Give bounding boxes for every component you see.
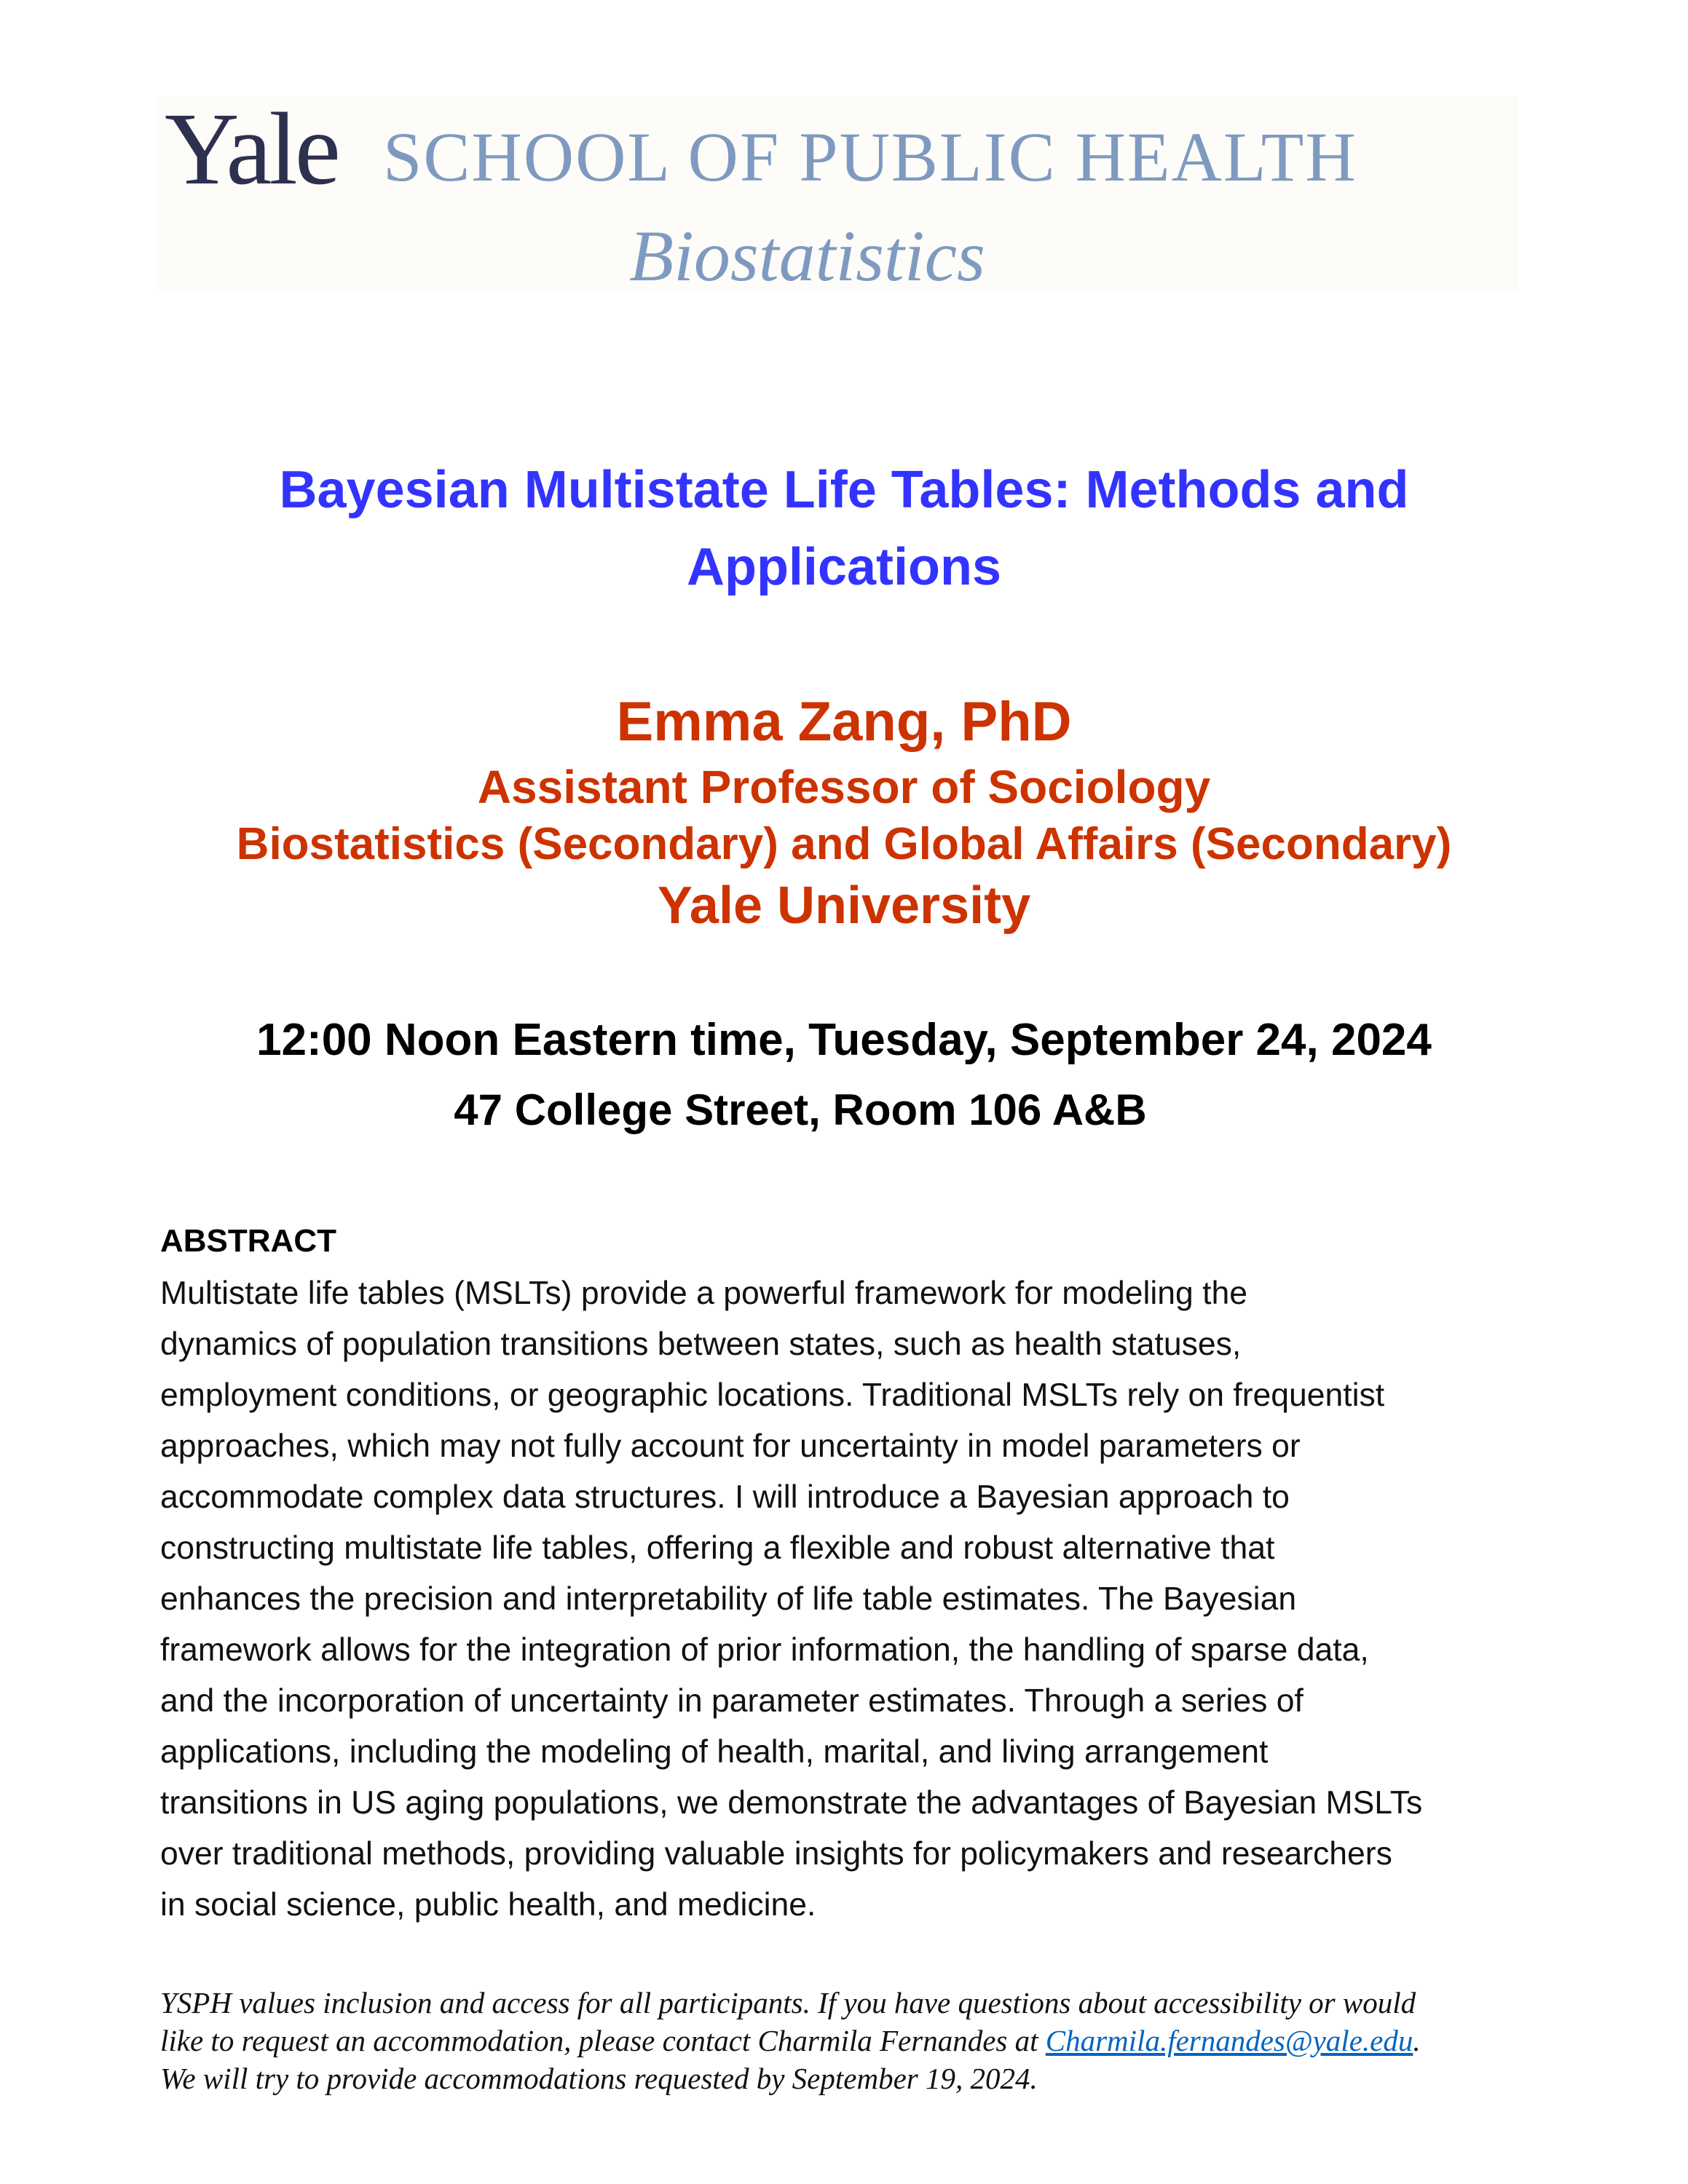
contact-email-link[interactable]: Charmila.fernandes@yale.edu: [1045, 2024, 1413, 2057]
abstract-line: constructing multistate life tables, offering a flexible and robust alternative that: [160, 1530, 1275, 1566]
footer-line2: [160, 2022, 1421, 2060]
event-location: 47 College Street, Room 106 A&B: [454, 1085, 1147, 1134]
yale-biostatistics-logo: [156, 91, 1518, 296]
talk-title: [0, 451, 1688, 606]
abstract-line: dynamics of population transitions between states, such as health statuses,: [160, 1326, 1242, 1362]
speaker-secondary: Biostatistics (Secondary) and Global Affairs (Secondary): [236, 819, 1452, 869]
speaker-name: Emma Zang, PhD: [616, 691, 1072, 753]
abstract-line: applications, including the modeling of health, marital, and living arrangement: [160, 1734, 1269, 1770]
abstract-heading: ABSTRACT: [160, 1223, 336, 1259]
logo-department: Biostatistics: [629, 215, 985, 296]
footer-line3: We will try to provide accommodations requested by September 19, 2024.: [160, 2062, 1038, 2095]
abstract-body: [160, 1268, 1422, 1931]
logo-yale: Yale: [165, 91, 338, 206]
event-datetime: 12:00 Noon Eastern time, Tuesday, September 24, 2024: [256, 1015, 1432, 1065]
footer-line2-end: .: [1413, 2024, 1421, 2057]
abstract-line: enhances the precision and interpretability of life table estimates. The Bayesian: [160, 1581, 1297, 1617]
abstract-line: accommodate complex data structures. I will introduce a Bayesian approach to: [160, 1479, 1290, 1515]
abstract-line: Multistate life tables (MSLTs) provide a powerful framework for modeling the: [160, 1275, 1248, 1311]
abstract-line: over traditional methods, providing valuable insights for policymakers and researchers: [160, 1836, 1392, 1872]
speaker-institution: Yale University: [657, 877, 1031, 935]
abstract-line: in social science, public health, and medicine.: [160, 1887, 816, 1923]
footer-line2-text: like to request an accommodation, please contact Charmila Fernandes at: [160, 2024, 1046, 2057]
talk-title-line1: Bayesian Multistate Life Tables: Methods and: [279, 461, 1409, 519]
talk-title-line2: Applications: [686, 538, 1002, 596]
logo-school: SCHOOL OF PUBLIC HEALTH: [383, 118, 1357, 196]
abstract-line: transitions in US aging populations, we demonstrate the advantages of Bayesian MSLTs: [160, 1785, 1423, 1821]
abstract-line: employment conditions, or geographic locations. Traditional MSLTs rely on frequentist: [160, 1377, 1385, 1413]
accessibility-note: [160, 1984, 1421, 2097]
abstract-line: approaches, which may not fully account for uncertainty in model parameters or: [160, 1428, 1301, 1464]
abstract-line: framework allows for the integration of prior information, the handling of sparse data,: [160, 1632, 1369, 1668]
footer-line1: YSPH values inclusion and access for all participants. If you have questions about accessibility or would: [160, 1986, 1416, 2019]
abstract-line: and the incorporation of uncertainty in parameter estimates. Through a series of: [160, 1683, 1304, 1719]
speaker-position: Assistant Professor of Sociology: [477, 761, 1211, 813]
